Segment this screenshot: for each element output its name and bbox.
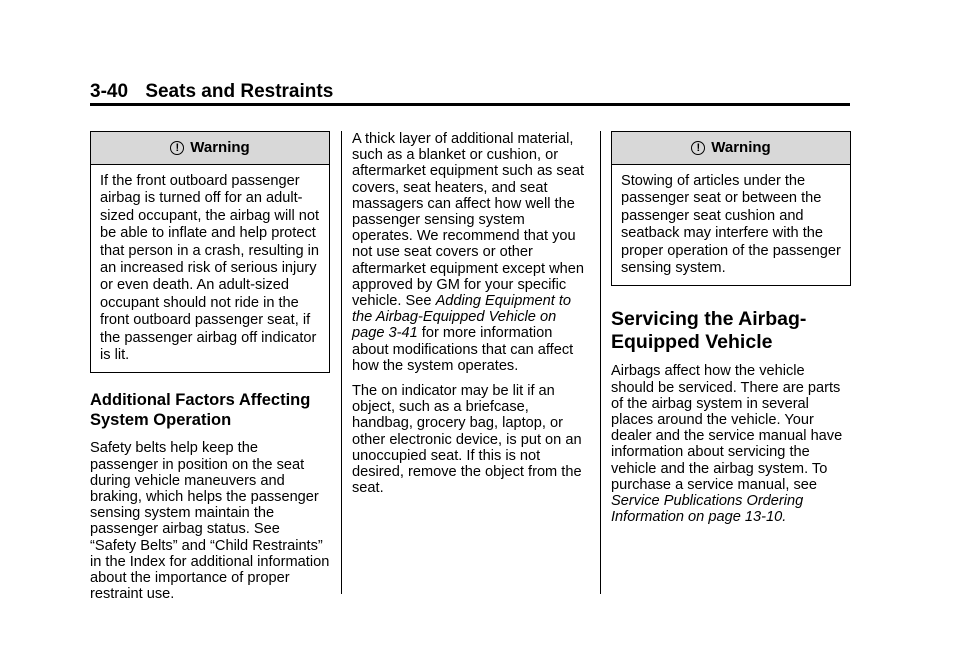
text: Airbags affect how the vehicle should be serviced. There are parts of the airbag system in several places around the vehicle. Your dealer and the service manual have information about servicing the vehicle and the airbag system. To purchase a service manual, see xyxy=(611,363,843,493)
column-middle xyxy=(352,131,588,505)
text: . xyxy=(782,509,787,526)
warning-text: Stowing of articles under the passenger seat or between the passenger seat cushion and seatback may interfere with the proper operation of the passenger sensing system. xyxy=(621,173,841,277)
page-number: 3-40 xyxy=(90,81,129,102)
column-divider-left xyxy=(341,131,342,594)
section-heading: Servicing the Airbag-Equipped Vehicle xyxy=(611,308,807,353)
section-title: Seats and Restraints xyxy=(145,81,334,102)
body-paragraph xyxy=(611,363,851,525)
text: A thick layer of additional material, such as a blanket or cushion, or aftermarket equipment such as seat covers, seat heaters, and seat massagers can affect how well the passenger sensing system operates. We recommend that you not use seat covers or other aftermarket equipment except when approved by GM for your specific vehicle. See xyxy=(352,131,585,310)
warning-text: If the front outboard passenger airbag is turned off for an adult-sized occupant, the airbag will not be able to inflate and help protect that person in a crash, resulting in an increased risk of serious injury or even death. An adult-sized occupant should not ride in the front outboard passenger seat, if the passenger airbag off indicator is lit. xyxy=(100,173,320,364)
text: for more information about modifications that can affect how the system operates. xyxy=(352,325,574,374)
body-paragraph: The on indicator may be lit if an object, such as a briefcase, handbag, grocery bag, laptop, or other electronic device, is put on an unoccupied seat. If this is not desired, remove the object from the seat. xyxy=(352,383,582,497)
warning-header xyxy=(612,132,850,165)
warning-header xyxy=(91,132,329,165)
column-divider-right xyxy=(600,131,601,594)
warning-circle-icon: ! xyxy=(691,141,705,155)
warning-circle-icon: ! xyxy=(170,141,184,155)
warning-box xyxy=(90,131,330,373)
cross-reference-link[interactable]: Service Publications Ordering Information on page 13-10 xyxy=(611,493,804,526)
warning-title: Warning xyxy=(190,138,250,156)
header-rule xyxy=(90,103,850,106)
warning-title: Warning xyxy=(711,138,771,156)
section-heading: Additional Factors Affecting System Operation xyxy=(90,391,311,429)
warning-box xyxy=(611,131,851,286)
body-paragraph xyxy=(352,131,588,374)
column-right xyxy=(611,131,851,534)
column-left xyxy=(90,131,330,612)
body-paragraph: Safety belts help keep the passenger in position on the seat during vehicle maneuvers and braking, which helps the passenger sensing system maintain the passenger airbag status. See “Safety Belts” and “Child Restraints” in the Index for additional information about the importance of proper restraint use. xyxy=(90,440,330,603)
page-header xyxy=(90,81,850,103)
cross-reference-link[interactable]: Adding Equipment to the Airbag-Equipped Vehicle on page 3-41 xyxy=(352,293,572,342)
